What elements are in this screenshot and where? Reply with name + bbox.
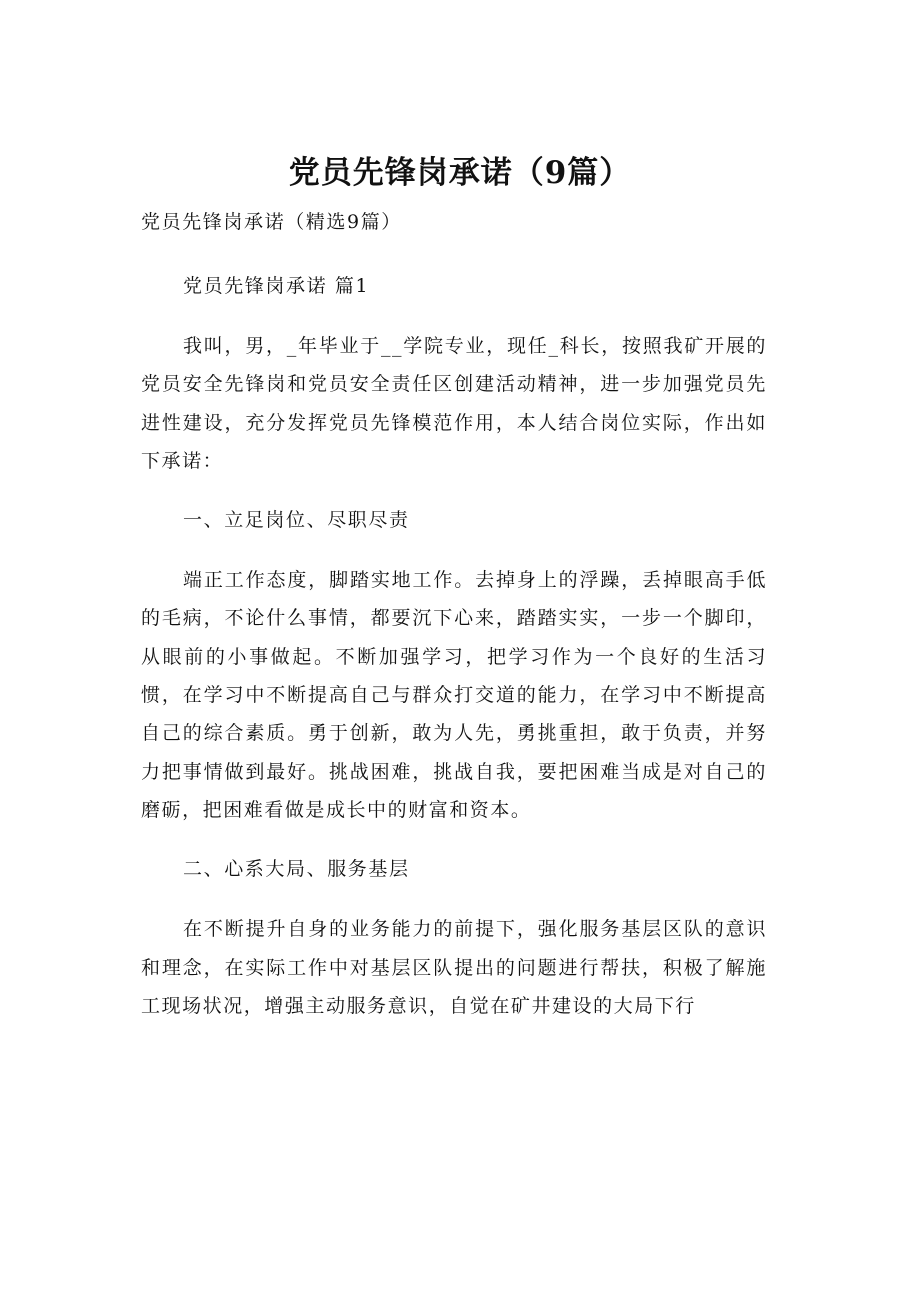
item2-heading: 二、心系大局、服务基层: [183, 858, 410, 881]
document-subtitle: 党员先锋岗承诺（精选9篇）: [141, 211, 402, 233]
section-heading: 党员先锋岗承诺 篇1: [183, 275, 370, 297]
item1-paragraph: 端正工作态度，脚踏实地工作。去掉身上的浮躁，丢掉眼高手低的毛病，不论什么事情，都要沉下心来，踏踏实实，一步一个脚印，从眼前的小事做起。不断加强学习，把学习作为一个良好的生活习惯，在学习中不断提高自己与群众打交道的能力，在学习中不断提高自己的综合素质。勇于创新，敢为人先，勇挑重担，敢于负责，并努力把事情做到最好。挑战困难，挑战自我，要把困难当成是对自己的磨砺，把困难看做是成长中的财富和资本。: [141, 569, 767, 821]
document-body: [141, 267, 767, 1046]
intro-paragraph: 我叫，男，_年毕业于__学院专业，现任_科长，按照我矿开展的党员安全先锋岗和党员安全责任区创建活动精神，进一步加强党员先进性建设，充分发挥党员先锋模范作用，本人结合岗位实际，作出如下承诺：: [141, 335, 767, 472]
document-title: 党员先锋岗承诺（9篇）: [288, 155, 632, 191]
item1-heading: 一、立足岗位、尽职尽责: [183, 509, 410, 532]
item2-paragraph: 在不断提升自身的业务能力的前提下，强化服务基层区队的意识和理念，在实际工作中对基层区队提出的问题进行帮扶，积极了解施工现场状况，增强主动服务意识，自觉在矿井建设的大局下行: [141, 918, 767, 1017]
